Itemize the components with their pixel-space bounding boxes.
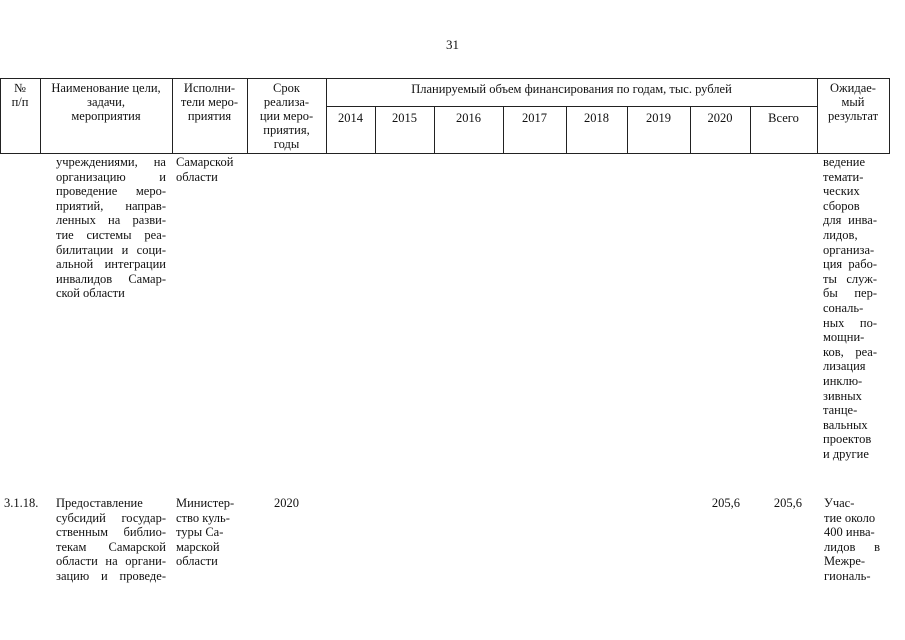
header-year-2019: 2019	[646, 111, 671, 125]
header-year-2020: 2020	[707, 111, 733, 125]
continued-result-cell: ведение темати- ческих сборов для инва- лидов, организа- ция рабо- ты служ- бы пер- сональ- ных по- мощни- ков, реа- лизация инклю- зивных танце- вальных проектов и другие	[823, 155, 877, 461]
row-3118-executor-cell: Министер- ство куль- туры Са- марской области	[176, 496, 235, 569]
funding-divider	[326, 106, 817, 107]
table-header	[0, 78, 890, 154]
header-year-2015: 2015	[392, 111, 417, 125]
header-num: № п/п	[11, 81, 29, 109]
header-executors: Исполни- тели меро- приятия	[180, 81, 239, 123]
row-3118-value-2020: 205,6	[711, 496, 740, 510]
header-term: Срок реализа- ции меро- приятия, годы	[259, 81, 314, 151]
continued-executor-cell: Самарской области	[176, 155, 234, 184]
header-year-2016: 2016	[456, 111, 481, 125]
header-bottom-border	[0, 153, 890, 154]
header-funding: Планируемый объем финансирования по годам, тыс. рублей	[411, 82, 732, 96]
header-result: Ожидае- мый результат	[827, 81, 879, 123]
row-3118-name-cell: Предоставление субсидий государ- ственным библио- текам Самарской области на органи- зацию и проведе-	[56, 496, 166, 583]
col-border	[889, 78, 890, 153]
header-year-2018: 2018	[584, 111, 609, 125]
header-total: Всего	[768, 111, 799, 125]
header-name: Наименование цели, задачи, мероприятия	[51, 81, 161, 123]
header-year-2017: 2017	[522, 111, 547, 125]
continued-name-cell: учреждениями, на организацию и проведение меро- приятий, направ- ленных на разви- тие системы реа- билитации и соци- альной интеграции инвалидов Самар- ской области	[56, 155, 166, 301]
row-3118-term: 2020	[274, 496, 299, 510]
header-year-2014: 2014	[338, 111, 363, 125]
page-number: 31	[446, 37, 459, 52]
header-top-border	[0, 78, 890, 79]
row-3118-total: 205,6	[773, 496, 802, 510]
row-3118-result-cell: Учас- тие около 400 инва- лидов в Межре- гиональ-	[824, 496, 880, 583]
row-3118-num: 3.1.18.	[4, 496, 39, 510]
